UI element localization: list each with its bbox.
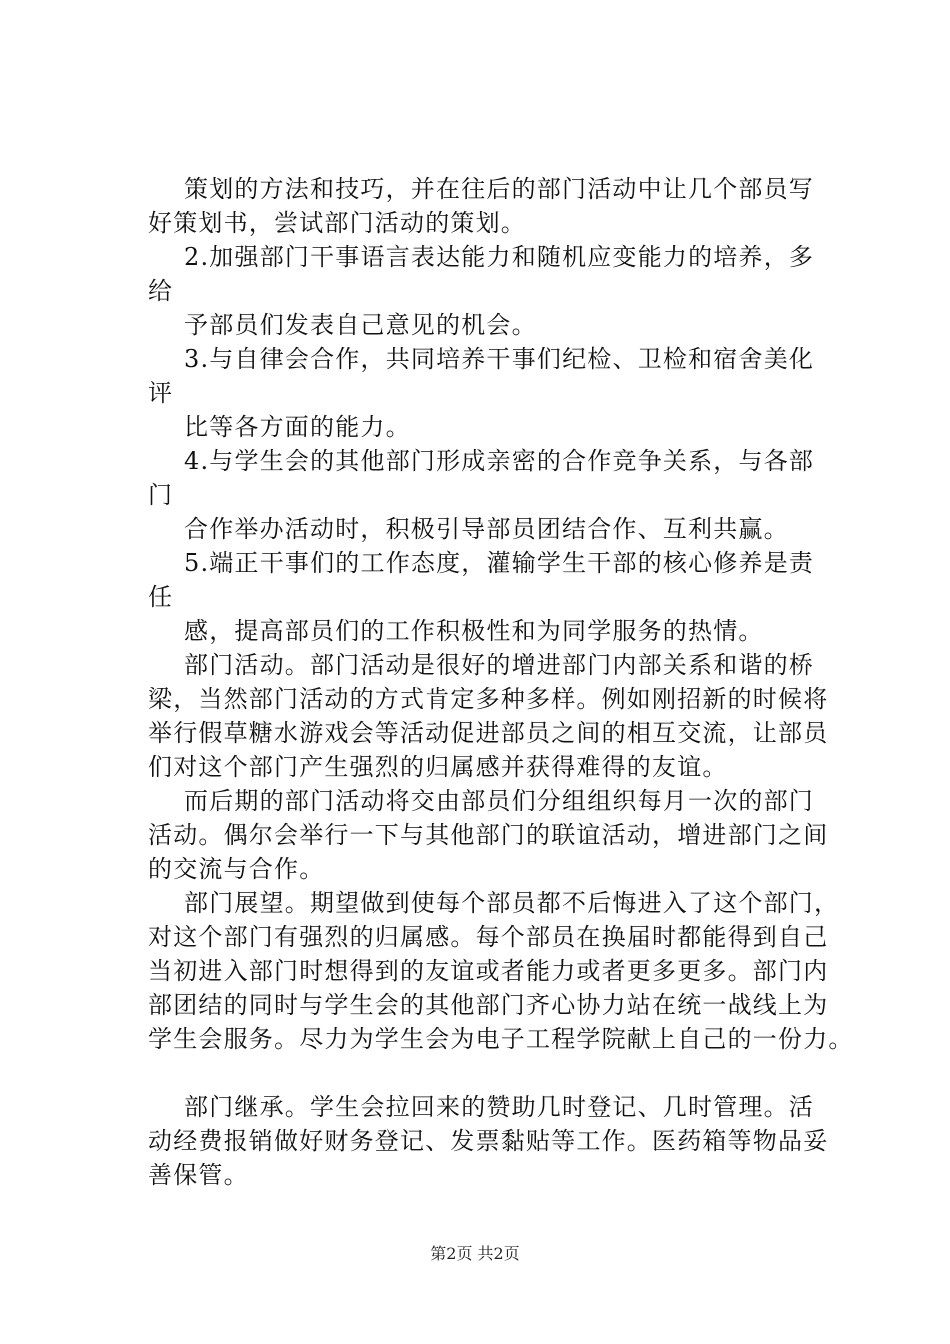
text-line: 部团结的同时与学生会的其他部门齐心协力站在统一战线上为 [148,991,829,1019]
text-line: 任 [148,583,174,611]
page-footer: 第2页 共2页 [430,1244,520,1263]
text-line: 而后期的部门活动将交由部员们分组组织每月一次的部门 [184,787,814,815]
text-line: 评 [148,379,174,407]
text-line: 感，提高部员们的工作积极性和为同学服务的热情。 [184,617,764,645]
paragraph-gap [148,1056,848,1090]
text-line: 部门活动。部门活动是很好的增进部门内部关系和谐的桥 [184,651,814,679]
text-line: 比等各方面的能力。 [184,413,411,441]
text-line: 给 [148,277,174,305]
text-line: 3.与自律会合作，共同培养干事们纪检、卫检和宿舍美化 [184,345,815,373]
text-line: 举行假草糖水游戏会等活动促进部员之间的相互交流，让部员 [148,719,829,747]
text-line: 予部员们发表自己意见的机会。 [184,311,537,339]
text-line: 好策划书，尝试部门活动的策划。 [148,209,526,237]
text-line: 5.端正干事们的工作态度，灌输学生干部的核心修养是责 [184,549,815,577]
text-line: 4.与学生会的其他部门形成亲密的合作竞争关系，与各部 [184,447,815,475]
text-line: 部门展望。期望做到使每个部员都不后悔进入了这个部门， [184,889,840,917]
text-line: 当初进入部门时想得到的友谊或者能力或者更多更多。部门内 [148,957,829,985]
text-line: 门 [148,481,174,509]
text-line: 善保管。 [148,1161,249,1189]
text-line: 学生会服务。尽力为学生会为电子工程学院献上自己的一份力。 [148,1025,854,1053]
text-line: 2.加强部门干事语言表达能力和随机应变能力的培养，多 [184,243,815,271]
text-line: 策划的方法和技巧，并在往后的部门活动中让几个部员写 [184,175,814,203]
text-line: 部门继承。学生会拉回来的赞助几时登记、几时管理。活 [184,1093,814,1121]
text-line: 活动。偶尔会举行一下与其他部门的联谊活动，增进部门之间 [148,821,829,849]
text-line: 动经费报销做好财务登记、发票黏贴等工作。医药箱等物品妥 [148,1127,829,1155]
document-body [148,172,854,1192]
text-line: 的交流与合作。 [148,855,325,883]
text-line: 梁，当然部门活动的方式肯定多种多样。例如刚招新的时候将 [148,685,829,713]
text-line: 对这个部门有强烈的归属感。每个部员在换届时都能得到自己 [148,923,829,951]
text-line: 合作举办活动时，积极引导部员团结合作、互利共赢。 [184,515,789,543]
text-line: 们对这个部门产生强烈的归属感并获得难得的友谊。 [148,753,728,781]
